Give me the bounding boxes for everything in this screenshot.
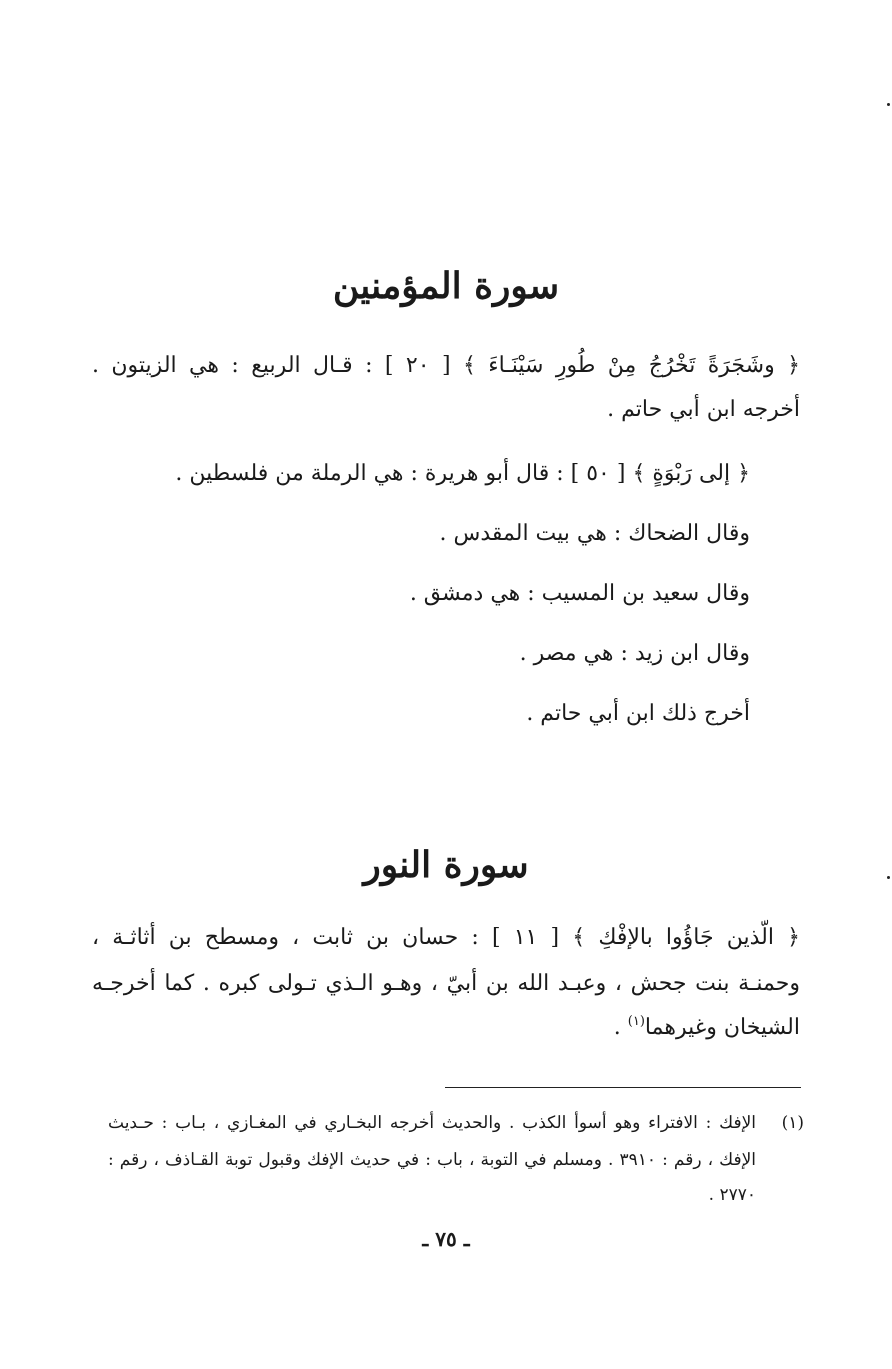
text-line-shaykhan xyxy=(614,1008,800,1048)
verse-line-ifk: ﴿ الّذين جَاؤُوا بالإفْكِ ﴾ [ ١١ ] : حسان بن ثابت ، ومسطح بن أثاثـة ، xyxy=(92,925,801,950)
footnote-reference[interactable]: (١) xyxy=(627,1014,645,1029)
surah-title-muminun: سورة المؤمنين xyxy=(332,265,560,307)
scan-speck xyxy=(887,103,890,106)
footnote-line-2: الإفك ، رقم : ٣٩١٠ . ومسلم في التوبة ، باب : في حديث الإفك وقبول توبة القـاذف ، رقم : xyxy=(108,1150,757,1170)
text-line-akhraja: أخرج ذلك ابن أبي حاتم . xyxy=(526,701,750,726)
page-number: ـ ٧٥ ـ xyxy=(422,1227,470,1251)
text-period: . xyxy=(613,1015,628,1040)
text-line-ibn-zayd: وقال ابن زيد : هي مصر . xyxy=(519,641,750,666)
footnote-divider xyxy=(445,1087,801,1088)
footnote-line-1: الإفك : الافتراء وهو أسوأ الكذب . والحديث أخرجه البخـاري في المغـازي ، بـاب : حـديث xyxy=(108,1113,756,1133)
footnote-line-3: ٢٧٧٠ . xyxy=(708,1185,756,1205)
text-line-dahhak: وقال الضحاك : هي بيت المقدس . xyxy=(439,521,750,546)
surah-title-nur: سورة النور xyxy=(363,844,529,886)
text-line-ibn-abi-hatim: أخرجه ابن أبي حاتم . xyxy=(607,397,800,422)
text-line-hamna: وحمنـة بنت جحش ، وعبـد الله بن أبيّ ، وهـو الـذي تـولى كبره . كما أخرجـه xyxy=(92,971,800,996)
verse-line-shajara: ﴿ وشَجَرَةً تَخْرُجُ مِنْ طُورِ سَيْنَـاءَ ﴾ [ ٢٠ ] : قـال الربيع : هي الزيتون . xyxy=(92,353,800,378)
footnote-number: (١) xyxy=(781,1113,804,1133)
scan-speck xyxy=(887,876,890,879)
text-shaykhan: الشيخان وغيرهما xyxy=(644,1015,800,1040)
verse-line-rabwa: ﴿ إلى رَبْوَةٍ ﴾ [ ٥٠ ] : قال أبو هريرة : هي الرملة من فلسطين . xyxy=(175,461,750,486)
text-line-said: وقال سعيد بن المسيب : هي دمشق . xyxy=(409,581,750,606)
